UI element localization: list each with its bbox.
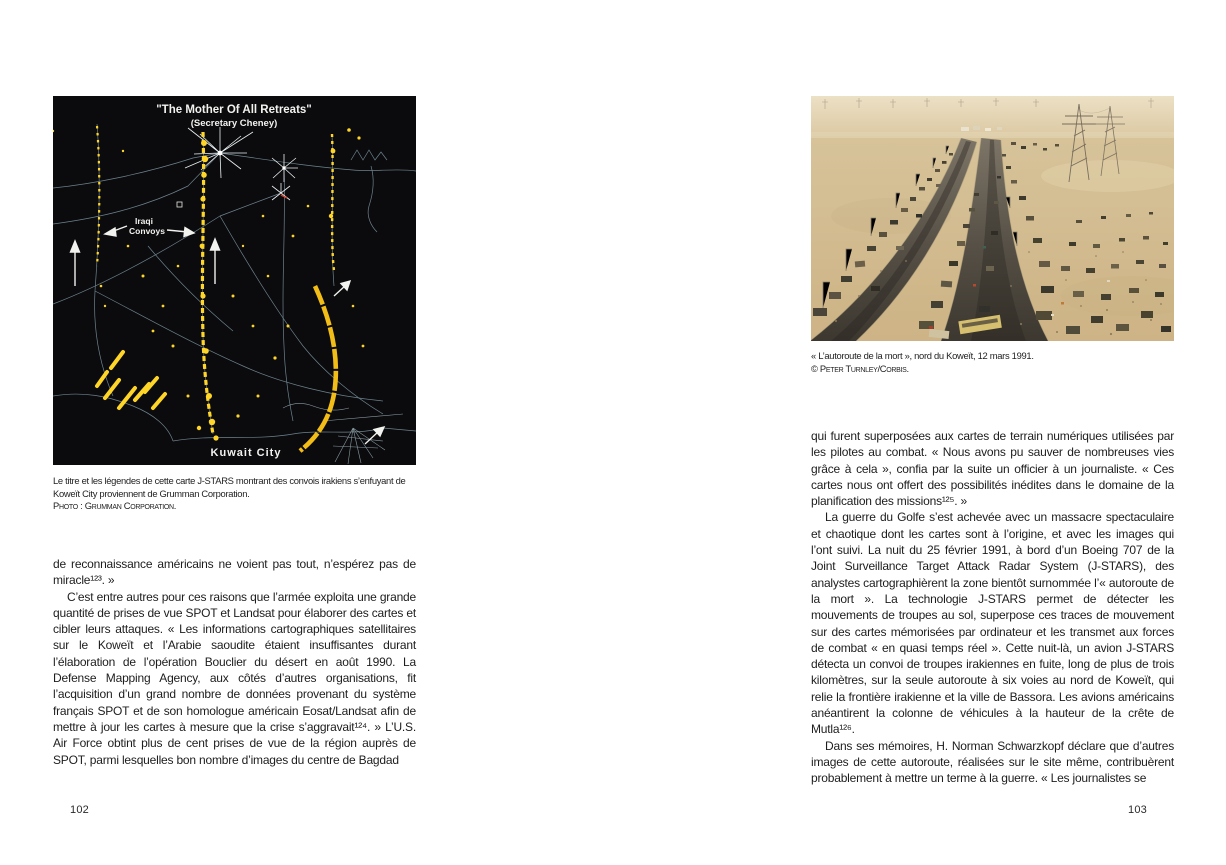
map-background: [53, 96, 416, 465]
jstars-map-image: [53, 96, 416, 465]
map-caption-credit: Photo : Grumman Corporation.: [53, 500, 177, 512]
paragraph: de reconnaissance américains ne voient pas tout, n’espérez pas de miracle¹²³. »: [53, 557, 416, 588]
photo-caption-text: « L’autoroute de la mort », nord du Koweït, 12 mars 1991.: [811, 350, 1034, 361]
paragraph: C’est entre autres pour ces raisons que l’armée exploita une grande quantité de prises de vue SPOT et Landsat pour élaborer des cartes et cibler leurs attaques. « Les informations cartographiques satellitaires sur le Koweït et l’Arabie saoudite étaient insuffisantes durant l’élaboration de l’opération Bouclier du désert en août 1990. La Defense Mapping Agency, aux côtés d’autres organisations, fit l’acquisition d’un grand nombre de données provenant du système français SPOT et de son homologue américain Eosat/Landsat afin de mettre à jour les cartes à mesure que la crise s’aggravait¹²⁴. » L’U.S. Air Force obtint plus de cent prises de vue de la région auprès de SPOT, parmi lesquelles bon nombre d’images du centre de Bagdad: [53, 589, 416, 767]
map-title: "The Mother Of All Retreats": [156, 104, 312, 116]
jstars-map-figure: [53, 96, 416, 465]
page-number-102: 102: [70, 804, 89, 816]
photo-caption-credit: © Peter Turnley/Corbis.: [811, 362, 909, 374]
left-body-text: [53, 556, 416, 768]
highway-photo-image: [811, 96, 1174, 341]
map-star-core: [218, 151, 223, 156]
highway-of-death-photo: [811, 96, 1174, 341]
map-label-kuwait-city: Kuwait City: [210, 447, 282, 459]
photo-haze: [811, 132, 1174, 138]
map-caption: [53, 475, 416, 513]
right-body-text: [811, 428, 1174, 787]
page-number-103: 103: [1128, 804, 1147, 816]
paragraph: qui furent superposées aux cartes de terrain numériques utilisées par les pilotes au combat. « Nous avons pu sauver de nombreuses vies grâce à cela », confia par la suite un officier à un journaliste. « Ces cartes nous ont offert des possibilités inédites dans le domaine de la planification des missions¹²⁵. »: [811, 429, 1174, 509]
photo-caption: [811, 350, 1174, 375]
map-label-convoys: Convoys: [129, 226, 165, 236]
map-star-core: [282, 166, 285, 169]
map-caption-text: Le titre et les légendes de cette carte J-STARS montrant des convois irakiens s’enfuyant de Koweït City proviennent de Grumman Corporation.: [53, 475, 406, 499]
photo-horizon: [811, 96, 1174, 136]
paragraph: La guerre du Golfe s’est achevée avec un massacre spectaculaire et chaotique dont les cartes sont à l’origine, et avec les images qui l’ont suivi. La nuit du 25 février 1991, à bord d’un Boeing 707 de la Joint Surveillance Target Attack Radar System (J-STARS), des analystes cartographièrent la zone bientôt surnommée l’« autoroute de la mort ». La technologie J-STARS permet de détecter les mouvements de troupes au sol, superpose ces traces de mouvement sur des cartes mémorisées par ordinateur et les transmet aux forces de combat « en quasi temps réel ». Cette nuit-là, un avion J-STARS détecta un convoi de troupes irakiennes en fuite, long de plus de trois kilomètres, sur la seule autoroute à six voies au nord de Koweït, qui relie la frontière irakienne et la ville de Bassora. Les avions américains anéantirent la colonne de véhicules à la hauteur de la crête de Mutla¹²⁶.: [811, 510, 1174, 737]
map-subtitle: (Secretary Cheney): [190, 118, 278, 129]
paragraph: Dans ses mémoires, H. Norman Schwarzkopf déclare que d’autres images de cette autoroute, réalisées sur le site même, contribuèrent probablement à mettre un terme à la guerre. « Les journalistes se: [811, 738, 1174, 786]
map-label-iraqi: Iraqi: [135, 216, 153, 226]
